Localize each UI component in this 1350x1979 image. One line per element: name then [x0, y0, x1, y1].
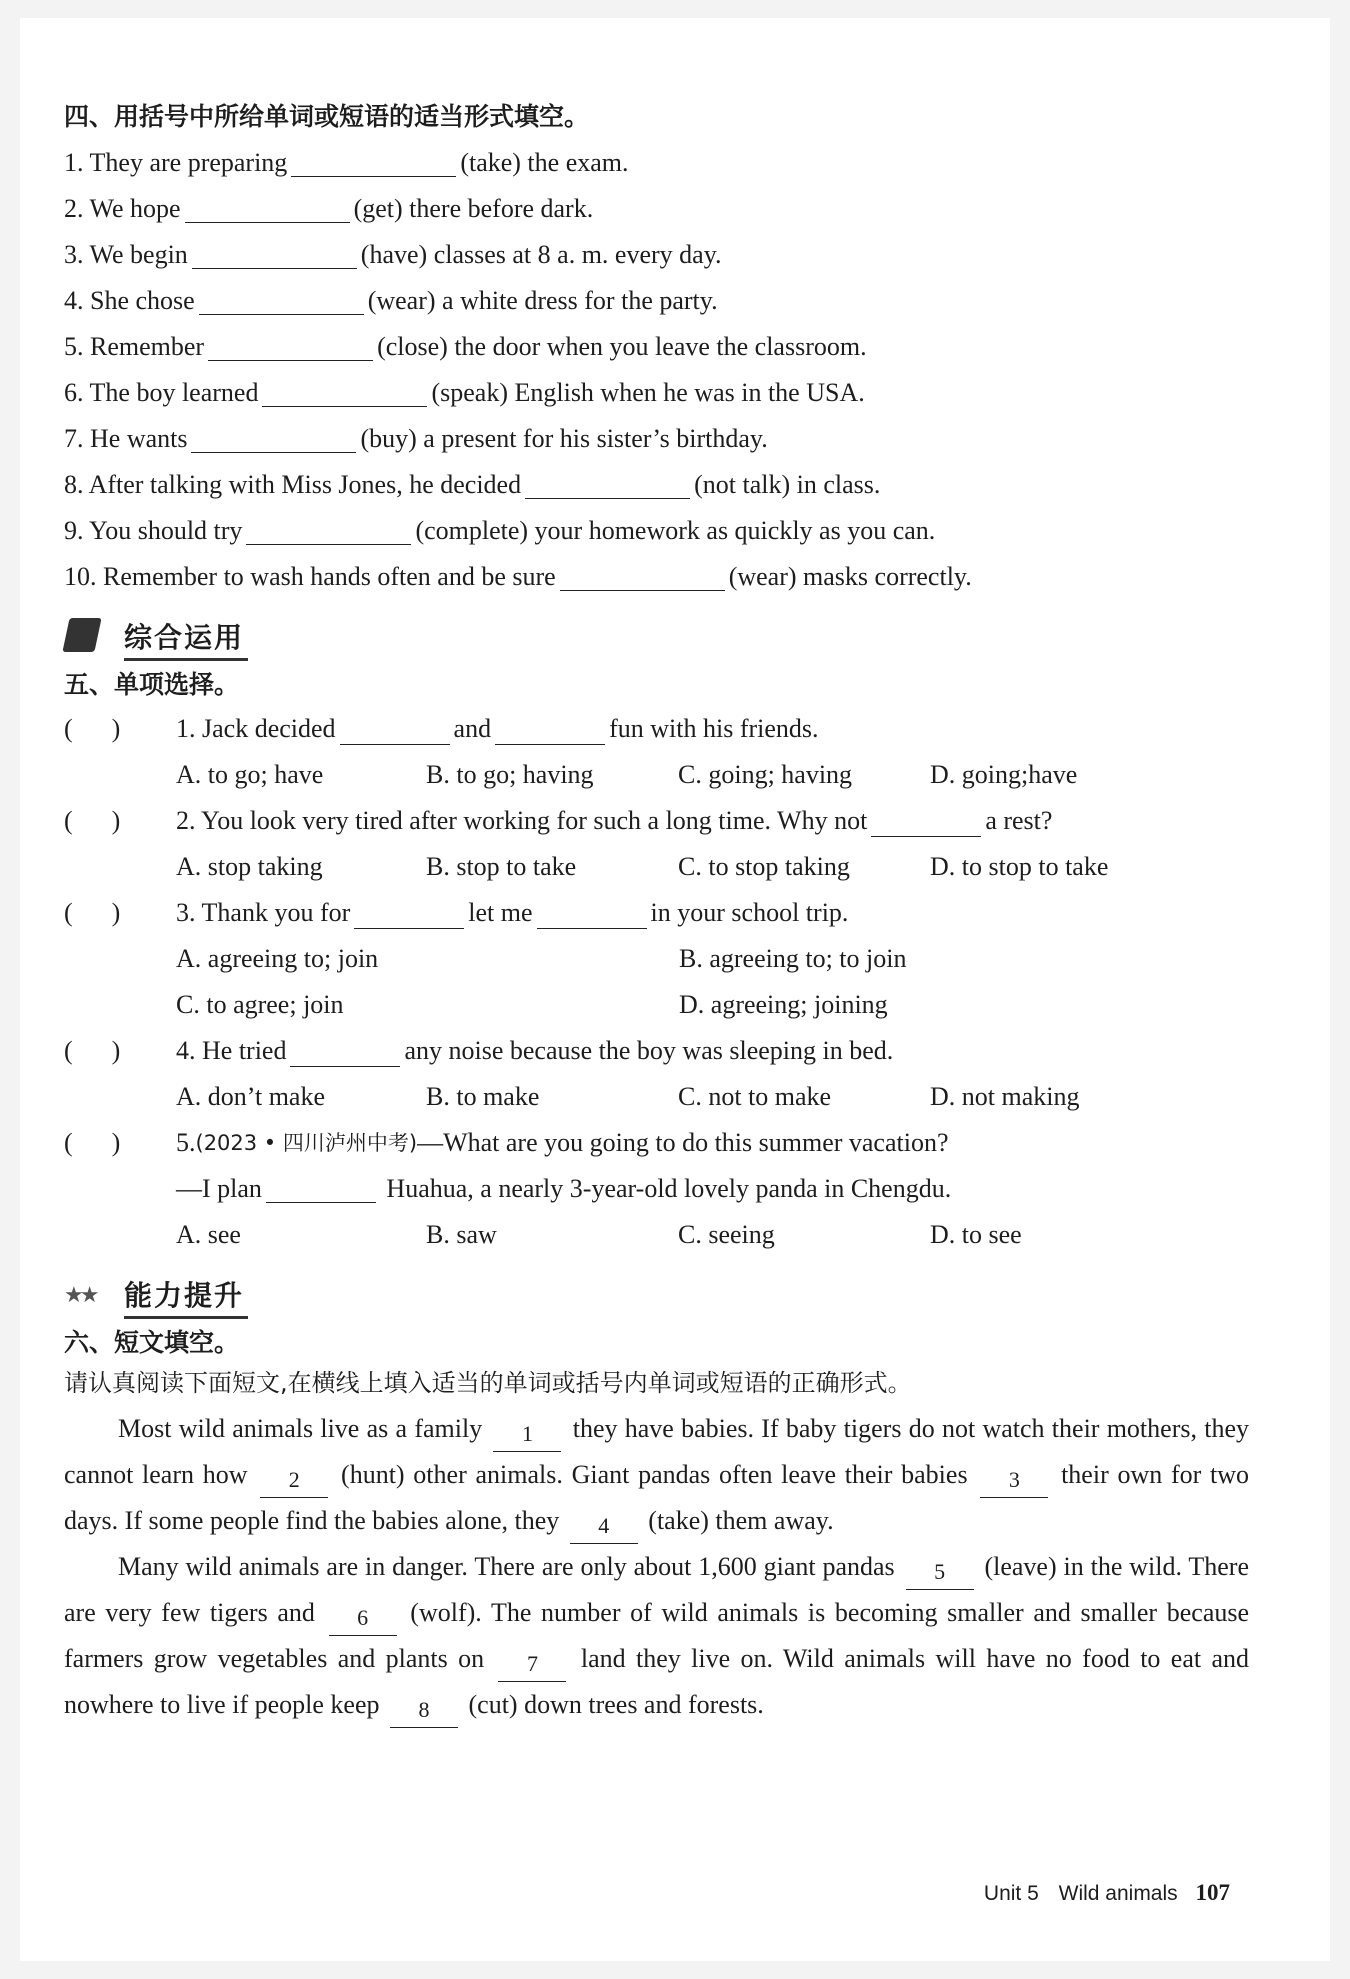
answer-paren[interactable]: ( ): [64, 714, 121, 743]
option-d[interactable]: D. agreeing; joining: [679, 990, 888, 1019]
answer-blank[interactable]: [291, 146, 456, 177]
answer-blank[interactable]: [191, 422, 356, 453]
answer-blank[interactable]: [340, 714, 450, 745]
section-banner-improve: [64, 1268, 1249, 1320]
unit-title: Wild animals: [1058, 1882, 1178, 1905]
question-row: ( ) 3. Thank you for let me in your school trip.: [64, 890, 1249, 936]
passage-paragraph-1: Most wild animals live as a family 1 they have babies. If baby tigers do not watch their mothers, they cannot learn how 2 (hunt) other animals. Giant pandas often leave their babies 3 their own for two days. If some people find the babies alone, they 4 (take) them away.: [64, 1406, 1249, 1544]
option-b[interactable]: B. agreeing to; to join: [679, 944, 907, 973]
answer-blank[interactable]: [262, 376, 427, 407]
question-row: ( ) 4. He tried any noise because the boy was sleeping in bed.: [64, 1028, 1249, 1074]
list-item: 6. The boy learned (speak) English when he was in the USA.: [64, 378, 865, 407]
answer-blank[interactable]: 8: [390, 1697, 458, 1728]
options-row: [64, 844, 1249, 890]
page-content: [64, 100, 1249, 1728]
unit-label: Unit 5: [983, 1882, 1039, 1905]
passage-paragraph-2: Many wild animals are in danger. There are only about 1,600 giant pandas 5 (leave) in the wild. There are very few tigers and 6 (wolf). The number of wild animals is becoming smaller and smaller because farmers grow vegetables and plants on 7 land they live on. Wild animals will have no food to eat and nowhere to live if people keep 8 (cut) down trees and forests.: [64, 1544, 1249, 1728]
question-continuation: —I plan Huahua, a nearly 3-year-old lovely panda in Chengdu.: [176, 1174, 952, 1203]
option-a[interactable]: A. see: [176, 1220, 241, 1249]
workbook-page: [20, 18, 1330, 1961]
question-row: ( ) 2. You look very tired after working for such a long time. Why not a rest?: [64, 798, 1249, 844]
answer-blank[interactable]: [185, 192, 350, 223]
answer-blank[interactable]: [537, 898, 647, 929]
answer-blank[interactable]: 7: [498, 1651, 566, 1682]
option-d[interactable]: D. to stop to take: [930, 852, 1109, 881]
list-item: 1. They are preparing (take) the exam.: [64, 148, 629, 177]
options-row: [64, 752, 1249, 798]
option-d[interactable]: D. not making: [930, 1082, 1080, 1111]
options-row: [64, 982, 1249, 1028]
stars-icon: ★★: [64, 1282, 96, 1307]
section6-title: 六、短文填空。: [64, 1328, 240, 1357]
answer-blank[interactable]: [192, 238, 357, 269]
answer-blank[interactable]: 2: [260, 1467, 328, 1498]
section5-title: 五、单项选择。: [64, 670, 240, 699]
option-c[interactable]: C. going; having: [678, 760, 853, 789]
list-item: 10. Remember to wash hands often and be sure (wear) masks correctly.: [64, 562, 972, 591]
question-source: (2023 • 四川泸州中考): [195, 1131, 418, 1155]
option-d[interactable]: D. going;have: [930, 760, 1078, 789]
answer-blank[interactable]: [208, 330, 373, 361]
answer-paren[interactable]: ( ): [64, 806, 121, 835]
option-d[interactable]: D. to see: [930, 1220, 1022, 1249]
option-c[interactable]: C. to stop taking: [678, 852, 850, 881]
list-item: 9. You should try (complete) your homework as quickly as you can.: [64, 516, 936, 545]
list-item: 2. We hope (get) there before dark.: [64, 194, 594, 223]
answer-blank[interactable]: [199, 284, 364, 315]
banner-title: 能力提升: [124, 1274, 248, 1319]
page-number: 107: [1195, 1880, 1230, 1905]
section4-list: [64, 140, 1249, 600]
list-item: 5. Remember (close) the door when you leave the classroom.: [64, 332, 867, 361]
options-row: [64, 1212, 1249, 1258]
section4-title: 四、用括号中所给单词或短语的适当形式填空。: [64, 102, 590, 131]
list-item: 8. After talking with Miss Jones, he decided (not talk) in class.: [64, 470, 881, 499]
answer-blank[interactable]: 3: [980, 1467, 1048, 1498]
option-b[interactable]: B. to make: [426, 1082, 540, 1111]
option-c[interactable]: C. not to make: [678, 1082, 832, 1111]
answer-blank[interactable]: [871, 806, 981, 837]
option-b[interactable]: B. saw: [426, 1220, 497, 1249]
option-a[interactable]: A. stop taking: [176, 852, 323, 881]
answer-blank[interactable]: 4: [570, 1513, 638, 1544]
answer-paren[interactable]: ( ): [64, 1036, 121, 1065]
list-item: 3. We begin (have) classes at 8 a. m. every day.: [64, 240, 722, 269]
answer-blank[interactable]: [246, 514, 411, 545]
option-c[interactable]: C. seeing: [678, 1220, 775, 1249]
answer-blank[interactable]: 5: [906, 1559, 974, 1590]
answer-paren[interactable]: ( ): [64, 1128, 121, 1157]
answer-blank[interactable]: [525, 468, 690, 499]
list-item: 4. She chose (wear) a white dress for the party.: [64, 286, 718, 315]
options-row: [64, 936, 1249, 982]
answer-blank[interactable]: [266, 1172, 376, 1203]
section5-questions: [64, 706, 1249, 1258]
answer-blank[interactable]: [354, 898, 464, 929]
list-item: 7. He wants (buy) a present for his sister’s birthday.: [64, 424, 768, 453]
question-row: ( ) 1. Jack decided and fun with his friends.: [64, 706, 1249, 752]
option-a[interactable]: A. don’t make: [176, 1082, 325, 1111]
answer-blank[interactable]: 1: [493, 1421, 561, 1452]
answer-blank[interactable]: [495, 714, 605, 745]
option-a[interactable]: A. agreeing to; join: [176, 944, 379, 973]
section6-instruction: 请认真阅读下面短文,在横线上填入适当的单词或括号内单词或短语的正确形式。: [64, 1369, 912, 1397]
answer-blank[interactable]: [290, 1036, 400, 1067]
option-b[interactable]: B. to go; having: [426, 760, 594, 789]
section-banner-comprehensive: [64, 610, 1249, 662]
page-footer: [984, 1880, 1230, 1906]
option-b[interactable]: B. stop to take: [426, 852, 577, 881]
option-a[interactable]: A. to go; have: [176, 760, 324, 789]
option-c[interactable]: C. to agree; join: [176, 990, 344, 1019]
pencil-tag-icon: [62, 618, 101, 652]
answer-blank[interactable]: [560, 560, 725, 591]
answer-blank[interactable]: 6: [329, 1605, 397, 1636]
answer-paren[interactable]: ( ): [64, 898, 121, 927]
banner-title: 综合运用: [124, 616, 248, 661]
question-row: ( ) 5. (2023 • 四川泸州中考) —What are you going to do this summer vacation?: [64, 1120, 1249, 1166]
options-row: [64, 1074, 1249, 1120]
